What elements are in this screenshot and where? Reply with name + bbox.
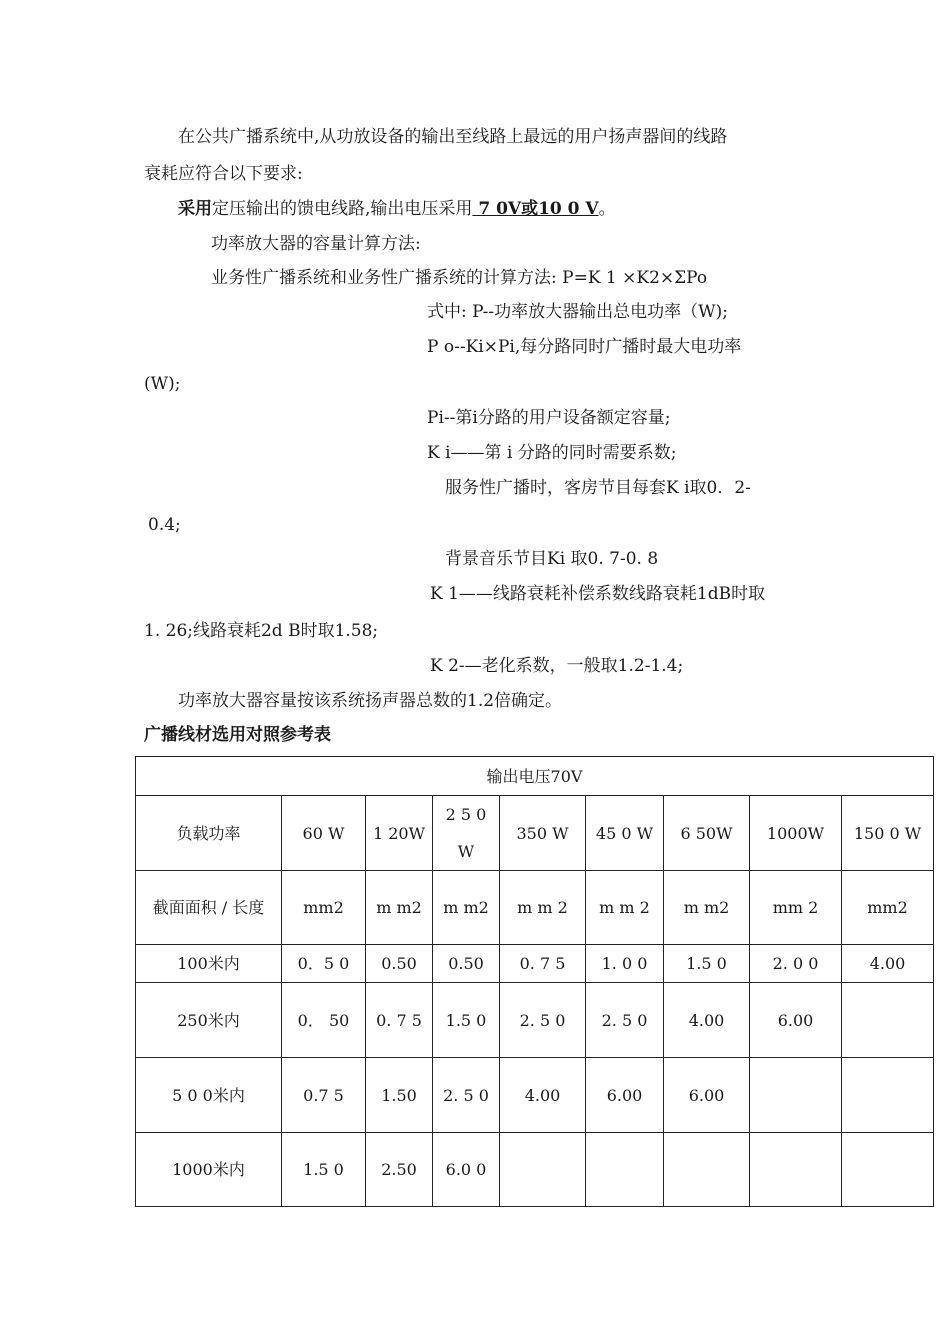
voltage-value: 7 0V或10 0 V xyxy=(472,199,599,219)
load-cell: 2 5 0 W xyxy=(433,796,500,871)
load-label: 负载功率 xyxy=(136,796,282,871)
table-header-row xyxy=(136,757,934,796)
unit-cell: m m2 xyxy=(366,871,433,945)
row-label: 100米内 xyxy=(136,945,282,983)
unit-cell: mm2 xyxy=(282,871,366,945)
def-ki: K i——第 i 分路的同时需要系数; xyxy=(427,443,677,463)
voltage-header: 输出电压70V xyxy=(136,757,934,796)
data-cell: 4.00 xyxy=(842,945,934,983)
data-cell: 6.00 xyxy=(664,1058,750,1133)
def-po: P o--Ki×Pi,每分路同时广播时最大电功率 xyxy=(427,337,742,357)
unit-cell: m m2 xyxy=(433,871,500,945)
data-cell xyxy=(750,1133,842,1207)
data-cell: 1.50 xyxy=(366,1058,433,1133)
voltage-text: 定压输出的馈电线路,输出电压采用 xyxy=(212,199,473,219)
unit-cell: m m 2 xyxy=(586,871,664,945)
data-cell: 2.50 xyxy=(366,1133,433,1207)
load-cell: 1 20W xyxy=(366,796,433,871)
row-label: 1000米内 xyxy=(136,1133,282,1207)
data-cell xyxy=(842,1058,934,1133)
data-cell: 6.0 0 xyxy=(433,1133,500,1207)
data-cell: 0． 50 xyxy=(282,983,366,1058)
unit-cell: mm 2 xyxy=(750,871,842,945)
intro-line-2: 衰耗应符合以下要求: xyxy=(144,164,303,184)
unit-cell: m m 2 xyxy=(500,871,586,945)
data-cell: 1.5 0 xyxy=(433,983,500,1058)
load-row xyxy=(136,796,934,871)
data-cell: 4.00 xyxy=(500,1058,586,1133)
data-cell: 6.00 xyxy=(750,983,842,1058)
voltage-end: 。 xyxy=(598,199,616,219)
load-cell: 350 W xyxy=(500,796,586,871)
table-row xyxy=(136,945,934,983)
def-p: 式中: P--功率放大器输出总电功率（W); xyxy=(427,302,728,322)
data-cell xyxy=(842,983,934,1058)
load-cell: 6 50W xyxy=(664,796,750,871)
data-cell: 6.00 xyxy=(586,1058,664,1133)
conclusion: 功率放大器容量按该系统扬声器总数的1.2倍确定。 xyxy=(178,691,563,711)
data-cell: 4.00 xyxy=(664,983,750,1058)
def-service: 服务性广播时，客房节目每套K i取0．2- xyxy=(445,478,751,498)
def-service-cont: 0.4; xyxy=(148,515,181,535)
def-bg: 背景音乐节目Ki 取0. 7-0. 8 xyxy=(445,549,659,569)
voltage-line xyxy=(178,197,616,221)
section-label: 截面面积 / 长度 xyxy=(136,871,282,945)
capacity-title: 功率放大器的容量计算方法: xyxy=(211,234,421,254)
formula-line: 业务性广播系统和业务性广播系统的计算方法: P=K 1 ×K2×ΣPo xyxy=(211,268,708,288)
data-cell xyxy=(750,1058,842,1133)
def-po-cont: (W); xyxy=(144,374,181,394)
data-cell: 2. 0 0 xyxy=(750,945,842,983)
data-cell: 0.50 xyxy=(433,945,500,983)
data-cell: 0. 7 5 xyxy=(500,945,586,983)
data-cell: 2. 5 0 xyxy=(433,1058,500,1133)
load-cell: 150 0 W xyxy=(842,796,934,871)
data-cell: 0.7 5 xyxy=(282,1058,366,1133)
cable-table xyxy=(135,756,934,1207)
data-cell xyxy=(664,1133,750,1207)
data-cell: 0.50 xyxy=(366,945,433,983)
row-label: 250米内 xyxy=(136,983,282,1058)
load-cell: 1000W xyxy=(750,796,842,871)
def-pi: Pi--第i分路的用户设备额定容量; xyxy=(427,408,671,428)
table-row xyxy=(136,983,934,1058)
def-k2: K 2-—老化系数，一般取1.2-1.4; xyxy=(430,656,684,676)
table-title: 广播线材选用对照参考表 xyxy=(144,725,331,745)
data-cell xyxy=(842,1133,934,1207)
unit-row xyxy=(136,871,934,945)
data-cell: 1.5 0 xyxy=(282,1133,366,1207)
data-cell: 1.5 0 xyxy=(664,945,750,983)
data-cell: 0．5 0 xyxy=(282,945,366,983)
row-label: 5 0 0米内 xyxy=(136,1058,282,1133)
unit-cell: m m2 xyxy=(664,871,750,945)
data-cell: 1. 0 0 xyxy=(586,945,664,983)
load-cell: 60 W xyxy=(282,796,366,871)
data-cell xyxy=(586,1133,664,1207)
def-k1-cont: 1. 26;线路衰耗2d B时取1.58; xyxy=(144,621,379,641)
load-cell: 45 0 W xyxy=(586,796,664,871)
data-cell xyxy=(500,1133,586,1207)
data-cell: 0. 7 5 xyxy=(366,983,433,1058)
table-row xyxy=(136,1058,934,1133)
def-k1: K 1——线路衰耗补偿系数线路衰耗1dB时取 xyxy=(430,584,766,604)
table-row xyxy=(136,1133,934,1207)
unit-cell: mm2 xyxy=(842,871,934,945)
data-cell: 2. 5 0 xyxy=(586,983,664,1058)
voltage-bold-prefix: 采用 xyxy=(178,199,212,219)
data-cell: 2. 5 0 xyxy=(500,983,586,1058)
intro-line-1: 在公共广播系统中,从功放设备的输出至线路上最远的用户扬声器间的线路 xyxy=(178,127,728,147)
